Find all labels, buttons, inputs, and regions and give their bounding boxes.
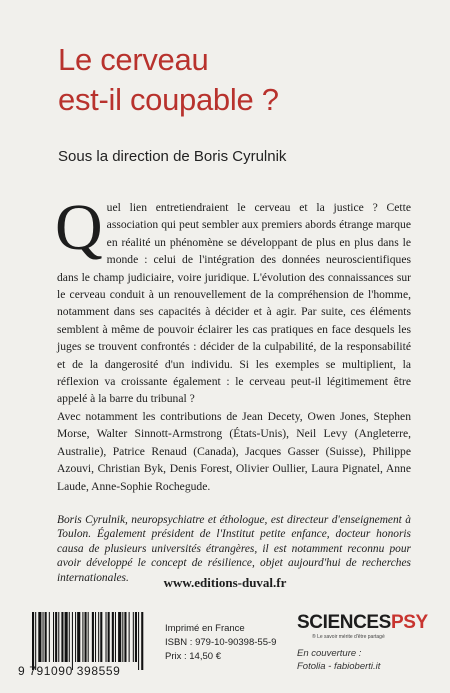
barcode-bar (43, 612, 44, 662)
barcode-bar (92, 612, 94, 662)
barcode-bar (133, 612, 134, 662)
blurb (55, 191, 411, 495)
print-origin: Imprimé en France (165, 623, 245, 634)
blurb-paragraph-2: Avec notamment les contributions de Jean Decety, Owen Jones, Stephen Morse, Walter Sinnott-Armstrong (États-Unis), Neil Levy (Angleterre, Australie), Patrice Renaud (Canada), Jacques Gasser (Suisse), Philippe Azouvi, Christian Byk, Denis Forest, Olivier Oullier, Laura Pignatel, Anne Laude, Anne-Sophie Rochegude. (57, 409, 411, 493)
barcode-bar (49, 612, 50, 662)
cover-credit (297, 647, 380, 673)
cover-credit-label: En couverture : (297, 648, 362, 659)
barcode-bar (129, 612, 130, 662)
book-title (58, 40, 279, 120)
barcode-digits: 9 791090 398559 (18, 664, 121, 678)
barcode-bar (85, 612, 87, 662)
barcode-bar (95, 612, 96, 662)
barcode-bar (124, 612, 126, 662)
barcode-bar (82, 612, 83, 662)
publisher-logo (297, 612, 428, 634)
barcode-bar (98, 612, 99, 662)
barcode-bar (122, 612, 123, 662)
publisher-name-part2: PSY (390, 612, 428, 633)
barcode-bar (45, 612, 47, 662)
dropcap-letter: Q (55, 191, 103, 264)
print-info (165, 622, 276, 664)
barcode-bar (100, 612, 102, 662)
barcode-bar (38, 612, 41, 662)
blurb-paragraph-1 (55, 191, 411, 408)
barcode-bar (77, 612, 80, 662)
barcode-bar (55, 612, 57, 662)
publisher-tagline: ® Le savoir mérite d'être partagé (312, 634, 385, 640)
book-subtitle: Sous la direction de Boris Cyrulnik (58, 148, 287, 165)
publisher-name-part1: SCIENCES (297, 612, 391, 633)
barcode-bar (58, 612, 59, 662)
barcode-bar (108, 612, 110, 662)
barcode-bar (65, 612, 68, 662)
barcode-bar (75, 612, 76, 662)
barcode-bar (106, 612, 107, 662)
barcode-bar (69, 612, 70, 662)
book-title-line1: Le cerveau (58, 42, 209, 77)
barcode-bar (141, 612, 143, 670)
blurb-paragraph-1-text: uel lien entretiendraient le cerveau et la justice ? Cette association qui peut sembler aux premiers abords étrange marque en réalité un phénomène se développant de plus en plus dans le monde : celui de l'intégration des données neuroscientifiques dans le champ judiciaire, voire juridique. L'évolution des connaissances sur le cerveau conduit à un renouvellement de la compréhension de l'homme, notamment dans ses capacités à décider et à agir. Par suite, ces éléments semblent à même de pouvoir éclairer les cas pratiques en face desquels les juges se trouvent confrontés : décider de la culpabilité, de la responsabilité et de la dangerosité d'un individu. Si les exemples se multiplient, la réflexion va croissante également : le cerveau peut-il légitimement être appelé à la barre du tribunal ? (57, 201, 411, 406)
barcode-bar (118, 612, 121, 662)
author-bio-text: Boris Cyrulnik, neuropsychiatre et éthologue, est directeur d'enseignement à Toulon. Également président de l'Institut petite enfance, docteur honoris causa de plusieurs universités étrangères, il est notamment reconnu pour avoir développé le concept de résilience, objet aujourd'hui de recherches internationales. (57, 514, 411, 584)
barcode-bar (53, 612, 54, 662)
barcode-bar (61, 612, 63, 662)
book-title-line2: est-il coupable ? (58, 82, 279, 117)
price: Prix : 14,50 € (165, 651, 221, 662)
publisher-website: www.editions-duval.fr (163, 575, 287, 590)
barcode-bar (112, 612, 114, 662)
barcode-bar (35, 612, 36, 670)
cover-credit-source: Fotolia - fabioberti.it (297, 661, 381, 672)
barcode-bar (88, 612, 89, 662)
barcode-bar (135, 612, 137, 662)
barcode-bar (115, 612, 116, 662)
barcode-bar (32, 612, 34, 670)
isbn: ISBN : 979-10-90398-55-9 (165, 637, 277, 648)
barcode-bar (72, 612, 73, 670)
barcode-bar (138, 612, 139, 670)
